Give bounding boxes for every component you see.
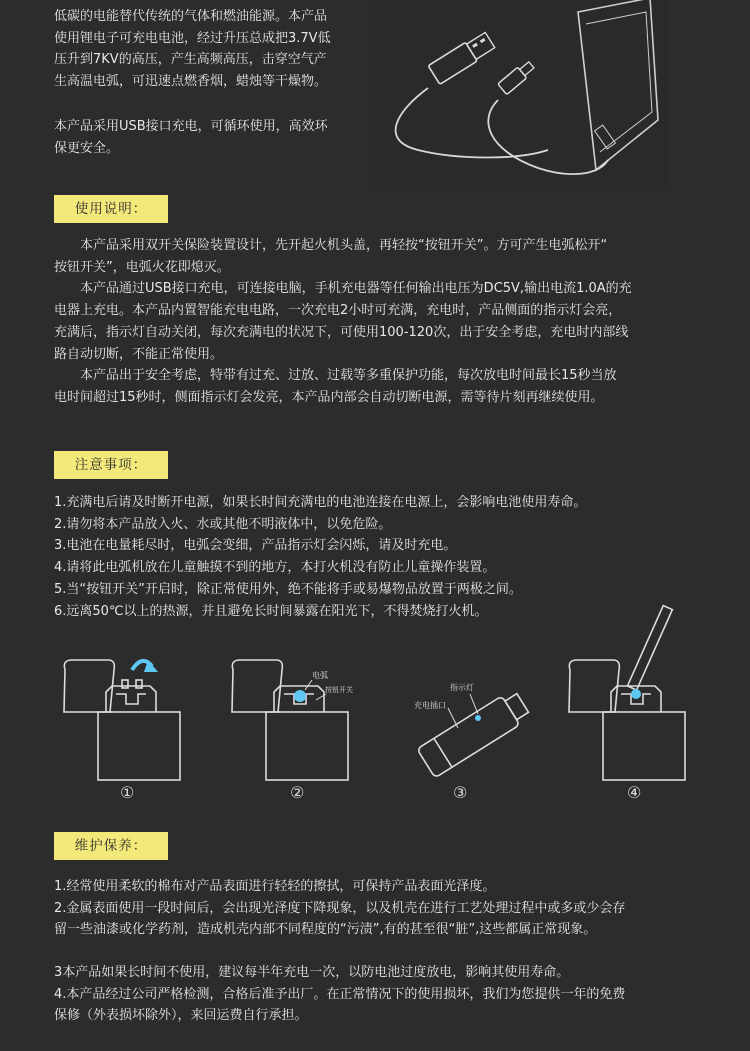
intro-text (54, 6, 364, 93)
usage-line: 充满后，指示灯自动关闭，每次充满电的状况下，可使用100-120次，出于安全考虑，充电时内部线 (54, 324, 629, 340)
usage-text (54, 235, 694, 409)
notes-label: 注意事项： (54, 451, 168, 479)
step-number-1: ① (120, 783, 135, 802)
usage-line: 本产品通过USB接口充电，可连接电脑，手机充电器等任何输出电压为DC5V,输出电流1.0A的充 (80, 281, 632, 297)
intro-line: 生高温电弧，可迅速点燃香烟，蜡烛等干燥物。 (54, 74, 328, 90)
usb-cable-illustration (368, 0, 668, 190)
electrode-label: 电弧 (312, 671, 328, 680)
maintenance-line: 留一些油漆或化学药剂，造成机壳内部不同程度的“污渍”,有的甚至很“脏”,这些都属正常现象。 (54, 922, 597, 938)
usage-line: 电时间超过15秒时，侧面指示灯会发亮，本产品内部会自动切断电源，需等待片刻再继续使用。 (54, 389, 604, 405)
maintenance-line: 4.本产品经过公司严格检测，合格后准予出厂。在正常情况下的使用损坏，我们为您提供一年的免费 (54, 986, 626, 1002)
usage-line: 本产品出于安全考虑，特带有过充、过放、过载等多重保护功能，每次放电时间最长15秒当放 (80, 368, 617, 384)
usage-line: 本产品采用双开关保险装置设计，先开起火机头盖，再轻按“按钮开关”。方可产生电弧松开“ (80, 238, 608, 253)
usage-line: 路自动切断，不能正常使用。 (54, 346, 224, 362)
maintenance-text-b (54, 962, 704, 1027)
indicator-label: 指示灯 (450, 683, 474, 692)
maintenance-line: 保修（外表损坏除外），来回运费自行承担。 (54, 1008, 308, 1024)
notes-line: 6.远离50℃以上的热源，并且避免长时间暴露在阳光下，不得焚烧打火机。 (54, 603, 488, 619)
intro-line: 低碳的电能替代传统的气体和燃油能源。本产品 (54, 9, 328, 24)
intro-line: 压升到7KV的高压，产生高频高压，击穿空气产 (54, 52, 327, 68)
step2-lighter-illustration (232, 660, 348, 780)
notes-line: 1.充满电后请及时断开电源，如果长时间充满电的电池连接在电源上，会影响电池使用寿命。 (54, 495, 587, 510)
usb-line: 保更安全。 (54, 140, 120, 156)
notes-line: 3.电池在电量耗尽时，电弧会变细，产品指示灯会闪烁，请及时充电。 (54, 538, 457, 554)
maintenance-text-a (54, 876, 704, 941)
maintenance-line: 1.经常使用柔软的棉布对产品表面进行轻轻的擦拭，可保持产品表面光泽度。 (54, 879, 496, 894)
notes-line: 5.当“按钮开关”开启时，除正常使用外，绝不能将手或易爆物品放置于两极之间。 (54, 581, 522, 597)
step-illustrations (50, 600, 700, 810)
button-label: 按钮开关 (325, 686, 353, 694)
maintenance-line: 2.金属表面使用一段时间后，会出现光泽度下降现象，以及机壳在进行工艺处理过程中或多或少会存 (54, 900, 626, 916)
maintenance-label: 维护保养： (54, 832, 168, 860)
notes-line: 4.请将此电弧机放在儿童触摸不到的地方，本打火机没有防止儿童操作装置。 (54, 560, 496, 576)
intro-line: 使用锂电子可充电电池，经过升压总成把3.7V低 (54, 30, 331, 46)
notes-line: 2.请勿将本产品放入火、水或其他不明液体中，以免危险。 (54, 516, 392, 532)
usb-text (54, 116, 364, 159)
usage-label: 使用说明： (54, 195, 168, 223)
step1-lighter-illustration (64, 660, 180, 780)
maintenance-line: 3本产品如果长时间不使用，建议每半年充电一次，以防电池过度放电，影响其使用寿命。 (54, 965, 570, 980)
usage-line: 按钮开关”，电弧火花即熄灭。 (54, 259, 230, 275)
step-number-3: ③ (453, 783, 468, 802)
port-label: 充电插口 (414, 701, 446, 710)
step-number-2: ② (290, 783, 305, 802)
step4-lighting-illustration (569, 606, 685, 780)
usage-line: 电器上充电。本产品内置智能充电电路，一次充电2小时可充满，充电时，产品侧面的指示灯会亮， (54, 303, 622, 319)
usb-line: 本产品采用USB接口充电，可循环使用，高效环 (54, 119, 328, 134)
step-number-4: ④ (627, 783, 642, 802)
